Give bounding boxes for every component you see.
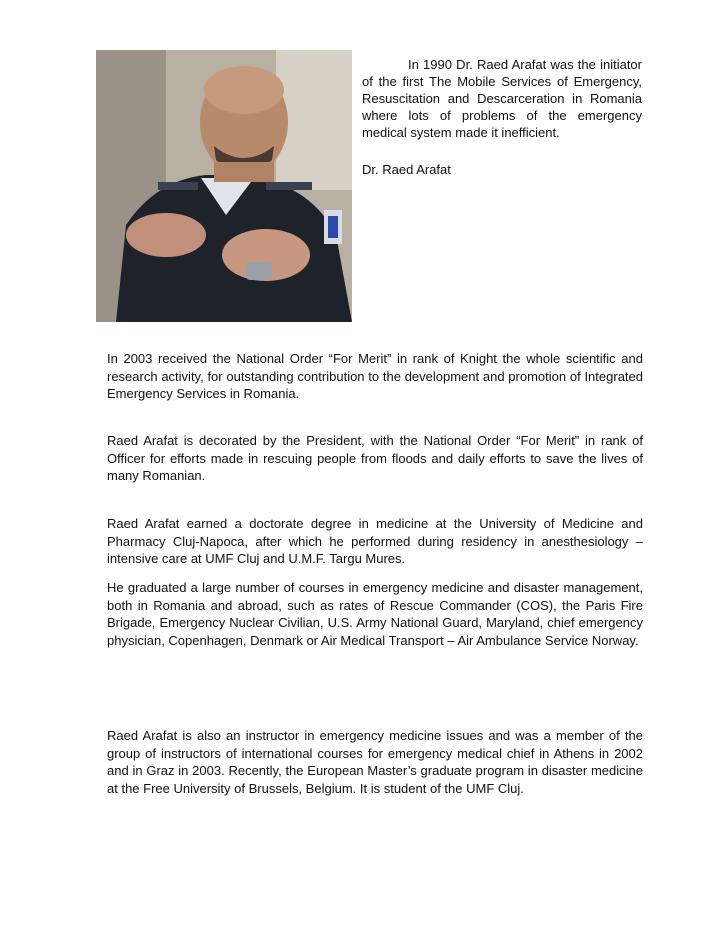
paragraph-courses: He graduated a large number of courses in emergency medicine and disaster management, both in Romania and abroad, such as rates of Rescue Commander (COS), the Paris Fire Brigade, Emergency Nuclear Civilian, U.S. Army National Guard, Maryland, chief emergency physician, Copenhagen, Denmark or Air Medical Transport – Air Ambulance Service Norway. [107, 580, 643, 648]
caption-text: In 1990 Dr. Raed Arafat was the initiator of the first The Mobile Services of Emergency, Resuscitation and Descarceration in Romania where lots of problems of the emergency medical system made it inefficient. [362, 57, 642, 140]
paragraph-order-knight: In 2003 received the National Order “For Merit” in rank of Knight the whole scientific and research activity, for outstanding contribution to the development and promotion of Integrated Emergency Services in Romania. [107, 351, 643, 401]
paragraph-instructor: Raed Arafat is also an instructor in emergency medicine issues and was a member of the group of instructors of international courses for emergency medical chief in Athens in 2002 and in Graz in 2003. Recently, the European Master’s graduate program in disaster medicine at the Free University of Brussels, Belgium. It is student of the UMF Cluj. [107, 728, 643, 796]
photo-caption [362, 56, 642, 178]
caption-signature: Dr. Raed Arafat [362, 162, 451, 177]
paragraph-doctorate: Raed Arafat earned a doctorate degree in medicine at the University of Medicine and Pharmacy Cluj-Napoca, after which he performed during residency in anesthesiology – intensive care at UMF Cluj and U.M.F. Targu Mures. [107, 516, 643, 566]
portrait-photo [96, 50, 352, 322]
paragraph-order-officer: Raed Arafat is decorated by the President, with the National Order “For Merit” in rank of Officer for efforts made in rescuing people from floods and daily efforts to save the lives of many Romanian. [107, 433, 643, 483]
portrait-illustration [96, 50, 352, 322]
